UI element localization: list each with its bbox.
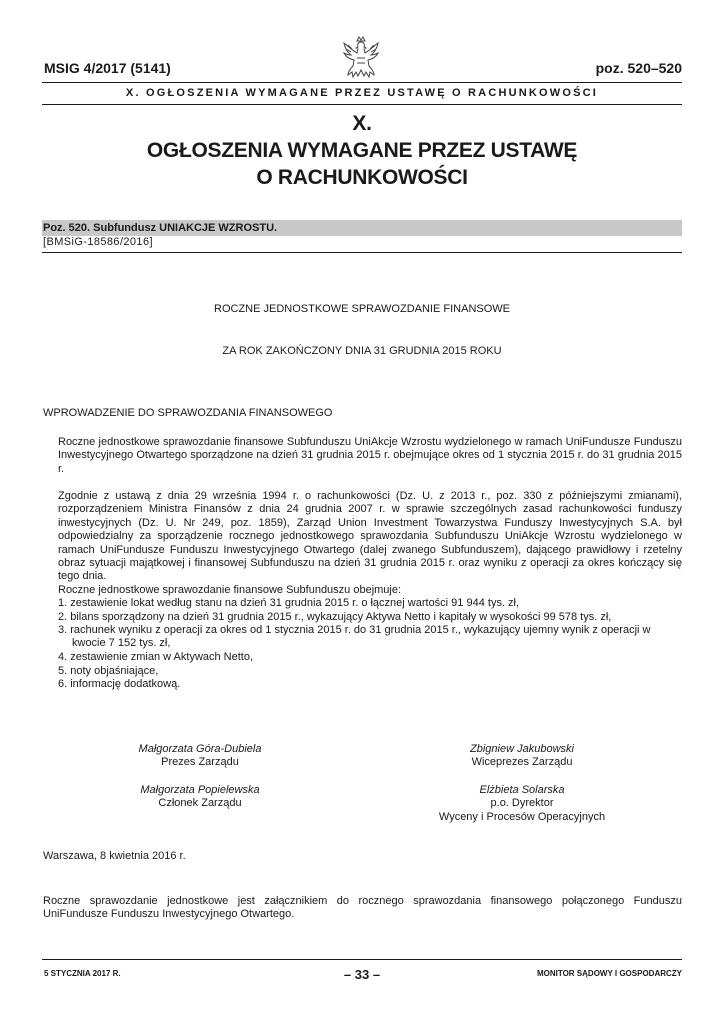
- list-item: 2. bilans sporządzony na dzień 31 grudnia 2015 r., wykazujący Aktywa Netto i kapitały w wysokości 99 578 tys. zł,: [58, 611, 612, 623]
- position-range: poz. 520–520: [595, 60, 682, 76]
- eagle-emblem-icon: [340, 36, 382, 80]
- signatory-role: Wyceny i Procesów Operacyjnych: [438, 810, 606, 823]
- contents-list-intro: Roczne jednostkowe sprawozdanie finansowe Subfunduszu obejmuje:: [58, 584, 402, 596]
- entry-reference: [BMSiG-18586/2016]: [43, 236, 153, 248]
- signatory-role: Prezes Zarządu: [161, 756, 239, 769]
- signatory-role: Wiceprezes Zarządu: [471, 756, 573, 769]
- closing-note: Roczne sprawozdanie jednostkowe jest załącznikiem do rocznego sprawozdania finansowego połączonego Funduszu UniFundusze Funduszu Inwestycyjnego Otwartego.: [43, 895, 682, 921]
- signatory-role: Członek Zarządu: [158, 797, 242, 810]
- footer-rule: [42, 959, 682, 960]
- signature-board-member: [70, 784, 330, 811]
- list-item: 6. informację dodatkową.: [58, 678, 181, 690]
- list-item: 3. rachunek wyniku z operacji za okres od 1 stycznia 2015 r. do 31 grudnia 2015 r., wykazujący ujemny wynik z operacji w kwocie 7 152 tys. zł,: [58, 624, 651, 650]
- list-item: 1. zestawienie lokat według stanu na dzień 31 grudnia 2015 r. o łącznej wartości 91 944 tys. zł,: [58, 597, 520, 609]
- signature-director: [392, 784, 652, 824]
- intro-heading: WPROWADZENIE DO SPRAWOZDANIA FINANSOWEGO: [43, 407, 333, 419]
- signature-president: [70, 743, 330, 770]
- journal-issue: MSIG 4/2017 (5141): [44, 60, 171, 76]
- section-rule: [42, 104, 682, 105]
- signature-vice-president: [392, 743, 652, 770]
- list-item: 4. zestawienie zmian w Aktywach Netto,: [58, 651, 254, 663]
- signatory-name: Małgorzata Popielewska: [140, 784, 260, 796]
- signatory-role: p.o. Dyrektor: [490, 797, 554, 810]
- list-item: 5. noty objaśniające,: [58, 665, 159, 677]
- page-number: – 33 –: [343, 967, 381, 982]
- section-running-title: X. OGŁOSZENIA WYMAGANE PRZEZ USTAWĘ O RACHUNKOWOŚCI: [125, 87, 599, 99]
- section-title-line-2: O RACHUNKOWOŚCI: [256, 166, 468, 189]
- entry-title: Poz. 520. Subfundusz UNIAKCJE WZROSTU.: [42, 220, 682, 236]
- issue-date: 5 STYCZNIA 2017 R.: [44, 969, 121, 978]
- signatory-name: Elżbieta Solarska: [479, 784, 565, 796]
- signatory-name: Zbigniew Jakubowski: [470, 743, 574, 755]
- report-period: ZA ROK ZAKOŃCZONY DNIA 31 GRUDNIA 2015 ROKU: [222, 345, 502, 357]
- publication-name: MONITOR SĄDOWY I GOSPODARCZY: [536, 969, 682, 978]
- paragraph-legal-basis: Zgodnie z ustawą z dnia 29 września 1994 r. o rachunkowości (Dz. U. z 2013 r., poz. 330 z późniejszymi zmianami), rozporządzeniem Ministra Finansów z dnia 24 grudnia 2007 r. w sprawie szczególnych zasad rachunkowości funduszy inwestycyjnych (Dz. U. Nr 249, poz. 1859), Zarząd Union Investment Towarzystwa Funduszy Inwestycyjnych S.A. był odpowiedzialny za sporządzenie rocznego jednostkowego sprawozdania Subfunduszu UniAkcje Wzrostu wydzielonego w ramach UniFundusze Funduszu Inwestycyjnego Otwartego (dalej zwanego Subfunduszem), dającego prawidłowy i rzetelny obraz sytuacji majątkowej i finansowej Subfunduszu na dzień 31 grudnia 2015 r. oraz wyniku z operacji za okres kończący się tego dnia.: [58, 490, 682, 583]
- report-title: ROCZNE JEDNOSTKOWE SPRAWOZDANIE FINANSOWE: [214, 303, 510, 315]
- paragraph-scope: Roczne jednostkowe sprawozdanie finansowe Subfunduszu UniAkcje Wzrostu wydzielonego w ramach UniFundusze Funduszu Inwestycyjnego Otwartego sporządzone na dzień 31 grudnia 2015 r. obejmujące okres od 1 stycznia 2015 r. do 31 grudnia 2015 r.: [58, 436, 682, 475]
- header-rule: [42, 82, 682, 83]
- entry-rule: [42, 252, 682, 253]
- place-and-date: Warszawa, 8 kwietnia 2016 r.: [43, 850, 186, 862]
- section-number: X.: [352, 112, 372, 135]
- signatory-name: Małgorzata Góra-Dubiela: [138, 743, 262, 755]
- section-title-line-1: OGŁOSZENIA WYMAGANE PRZEZ USTAWĘ: [146, 139, 578, 162]
